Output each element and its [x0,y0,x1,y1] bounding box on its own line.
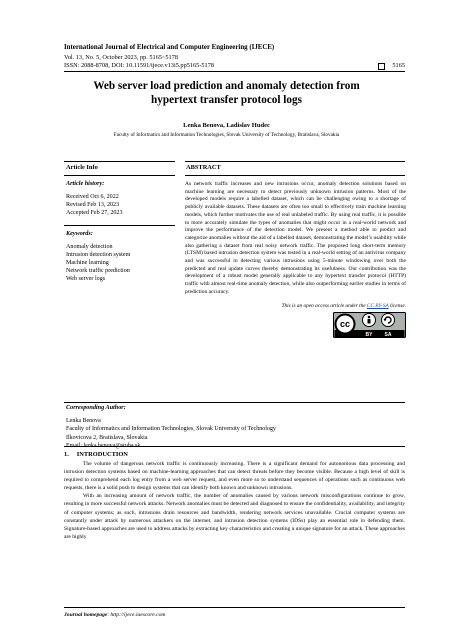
license-line [185,303,406,309]
volume-info: Vol. 13, No. 5, October 2023, pp. 5165~5178 [64,54,179,61]
corresponding-bottom-rule [64,446,405,447]
keywords-rule [64,225,175,226]
keywords-list [66,243,130,283]
keyword-item: Machine learning [66,260,109,266]
authors: Lenka Benova, Ladislav Hudec [183,122,270,129]
page-number: 5165 [392,62,405,69]
history-accepted: Accepted Feb 27, 2023 [66,210,123,216]
paper-title [64,80,389,107]
cc-badge-icon [333,312,406,338]
cc-sa-label: SA [384,332,392,338]
cc-by-sa-badge[interactable] [333,312,406,338]
cc-by-label: BY [365,332,373,338]
corresponding-address: Ilkovicova 2, Bratislava, Slovakia [66,434,148,441]
header-rule [64,71,405,72]
history-list [66,193,123,217]
keyword-item: Anomaly detection [66,244,113,250]
intro-paragraph: With an increasing amount of network traffic, the number of anomalies caused by various network misconfigurations continue to grow, resulting in more successful network attacks. Network anomalies must be detected and diagnosed to ensure the confidentiality, availability, and integrity of computer systems; as such, intrusions drain resources and bandwidth, rendering network services unavailable. Crucial computer systems are constantly under attack by numerous attackers on the internet, and intrusion detection systems (IDSs) play an essential role in defending them. Signature-based approaches are used to address attacks by extracting key characteristics and creating a unique signature for an attack. These approaches are highly [64,493,405,540]
homepage-url[interactable]: http://ijece.iaescore.com [110,612,166,618]
article-info-sub-rule [64,175,175,176]
abstract-text: As network traffic increases and new intrusions occur, anomaly detection solutions based on machine learning are necessary to detect previously unknown intrusion patterns. Most of the developed models require a labelled dataset, which can be challenging owing to a shortage of publicly available datasets. These datasets are often too small to effectively train machine learning models, which further motivates the use of real unlabeled traffic. By using real traffic, it is possible to more accurately simulate the types of anomalies that might occur in a real-world network and improve the performance of the detection model. We present a method able to predict and categorize anomalies without the aid of a labelled dataset, demonstrating the model’s usability while also gathering a dataset from real noisy network traffic. The proposed long short-term memory (LTSM) based intrusion detection system was tested in a real-world setting of an antivirus company and was successful in detecting various intrusions using 5-minute windowing over both the predicted and real update curves thereby demonstrating its usefulness. Our contribution was the development of a robust model generally applicable to any hypertext transfer protocol (HTTP) traffic with almost real-time anomaly detection, while also outperforming earlier studies in terms of prediction accuracy. [185,181,406,295]
corresponding-top-rule [64,402,405,403]
history-received: Received Oct 6, 2022 [66,194,119,200]
history-revised: Revised Feb 13, 2023 [66,202,120,208]
introduction-heading: 1. INTRODUCTION [64,451,128,458]
footer-rule [64,607,405,608]
introduction-body [64,460,405,541]
affiliation: Faculty of Informatics and Information Technologies, Slovak University of Technology, Bratislava, Slovakia [113,132,340,138]
corresponding-affiliation: Faculty of Informatics and Information Technologies, Slovak University of Technology [66,426,276,433]
keyword-item: Intrusion detection system [66,252,131,258]
journal-homepage [64,612,165,618]
intro-paragraph: The volume of dangerous network traffic is continuously increasing. There is a significant demand for autonomous data processing and intrusion detection systems based on machine-learning approaches that can detect threats before they become visible. Because a high level of skill is required to comprehend each log entry from a web server request, and even more so to understand sequences of operations such as continuous web requests, there is a solid push to design systems that can identify both known and unknown intrusions. [64,461,405,492]
abstract-top-rule [185,161,405,162]
keywords-heading: Keywords: [66,230,93,237]
homepage-colon: : [107,612,111,618]
issn-doi: ISSN: 2088-8708, DOI: 10.11591/ijece.v13i5.pp5165-5178 [64,62,215,69]
issn-line [64,62,405,69]
history-heading: Article history: [66,180,105,187]
homepage-label: Journal homepage [64,612,108,618]
title-line-1: Web server load prediction and anomaly detection from [93,80,360,92]
keyword-item: Network traffic prediction [66,268,130,274]
license-link[interactable]: CC BY-SA [366,303,389,309]
article-info-top-rule [64,161,175,162]
document-icon [378,63,385,70]
corresponding-email: Email: lenka.benova@stuba.sk [66,442,141,449]
title-line-2: hypertext transfer protocol logs [151,93,302,106]
abstract-sub-rule [185,175,405,176]
corresponding-heading: Corresponding Author: [66,404,126,411]
article-info-heading: Article Info [66,164,98,171]
abstract-heading: ABSTRACT [186,164,221,171]
keyword-item: Web server logs [66,276,106,282]
journal-name: International Journal of Electrical and Computer Engineering (IJECE) [64,44,275,51]
corresponding-name: Lenka Benova [66,418,101,424]
license-suffix: license. [388,303,406,309]
svg-text:cc: cc [339,319,351,329]
license-prefix: This is an open access article under the [281,303,367,309]
